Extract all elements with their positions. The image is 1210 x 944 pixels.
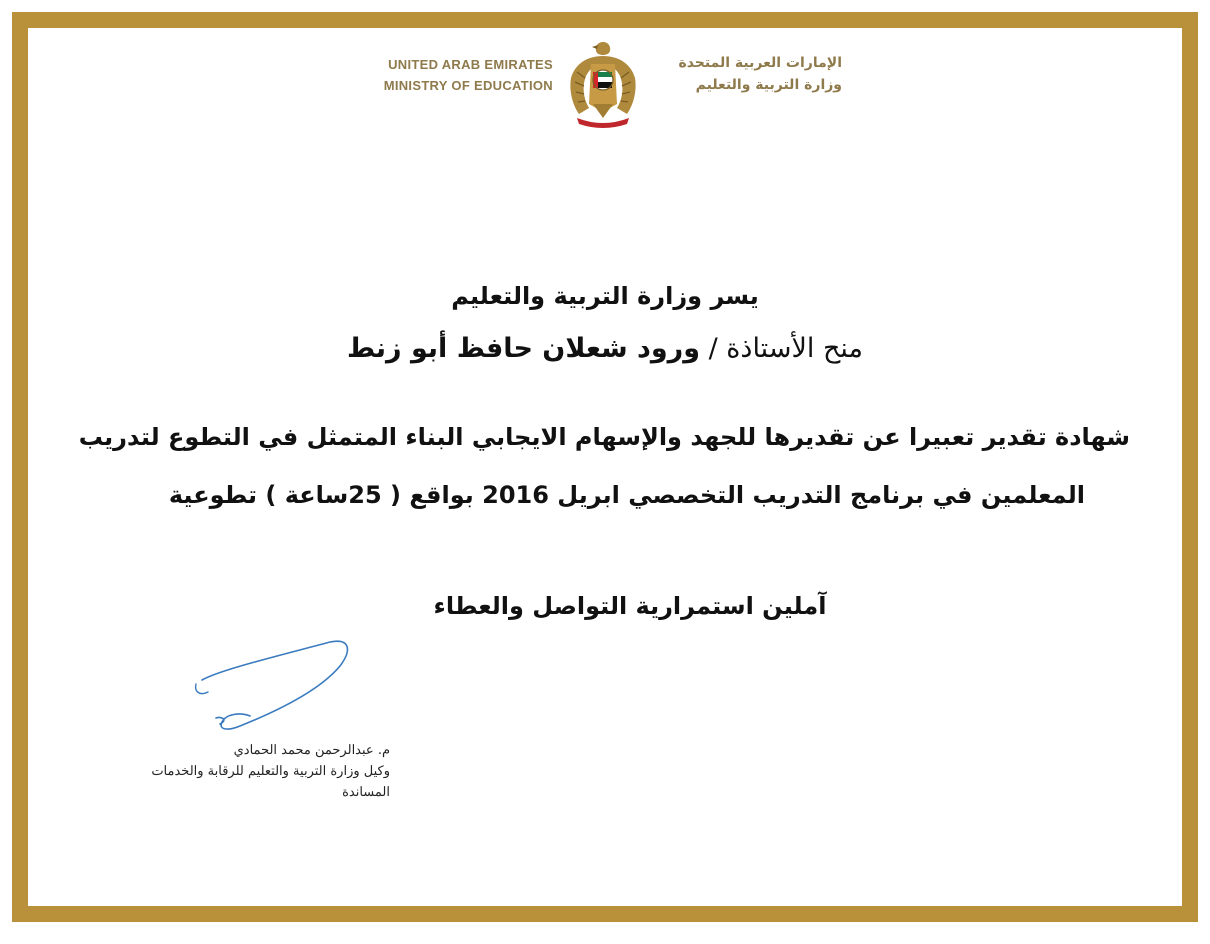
ministry-name-english <box>384 54 553 96</box>
ministry-name-arabic <box>652 52 842 96</box>
ministry-header <box>0 38 1210 128</box>
country-name-english: UNITED ARAB EMIRATES <box>388 57 553 72</box>
country-name-arabic: الإمارات العربية المتحدة <box>678 55 842 71</box>
signer-name: م. عبدالرحمن محمد الحمادي <box>233 743 390 758</box>
signer-block <box>100 740 390 803</box>
grant-prefix: منح الأستاذة / <box>708 333 863 364</box>
ministry-title-english: MINISTRY OF EDUCATION <box>383 78 553 93</box>
certificate-intro: يسر وزارة التربية والتعليم <box>451 282 759 310</box>
certificate-body <box>70 408 1130 524</box>
uae-emblem-falcon-icon <box>565 38 641 128</box>
certificate-closing: آملين استمرارية التواصل والعطاء <box>433 592 827 620</box>
ministry-title-arabic: وزارة التربية والتعليم <box>695 77 842 93</box>
certificate-body-line-1: شهادة تقدير تعبيرا عن تقديرها للجهد والإسهام الايجابي البناء المتمثل في التطوع لتدريب <box>78 423 1130 451</box>
recipient-name: ورود شعلان حافظ أبو زنط <box>347 333 701 364</box>
handwritten-signature-icon <box>180 630 360 750</box>
certificate-recipient-line <box>0 333 1210 364</box>
signer-title: وكيل وزارة التربية والتعليم للرقابة والخدمات المساندة <box>151 764 390 800</box>
certificate-body-line-2: المعلمين في برنامج التدريب التخصصي ابريل 2016 بواقع ( 25ساعة ) تطوعية <box>168 481 1085 509</box>
